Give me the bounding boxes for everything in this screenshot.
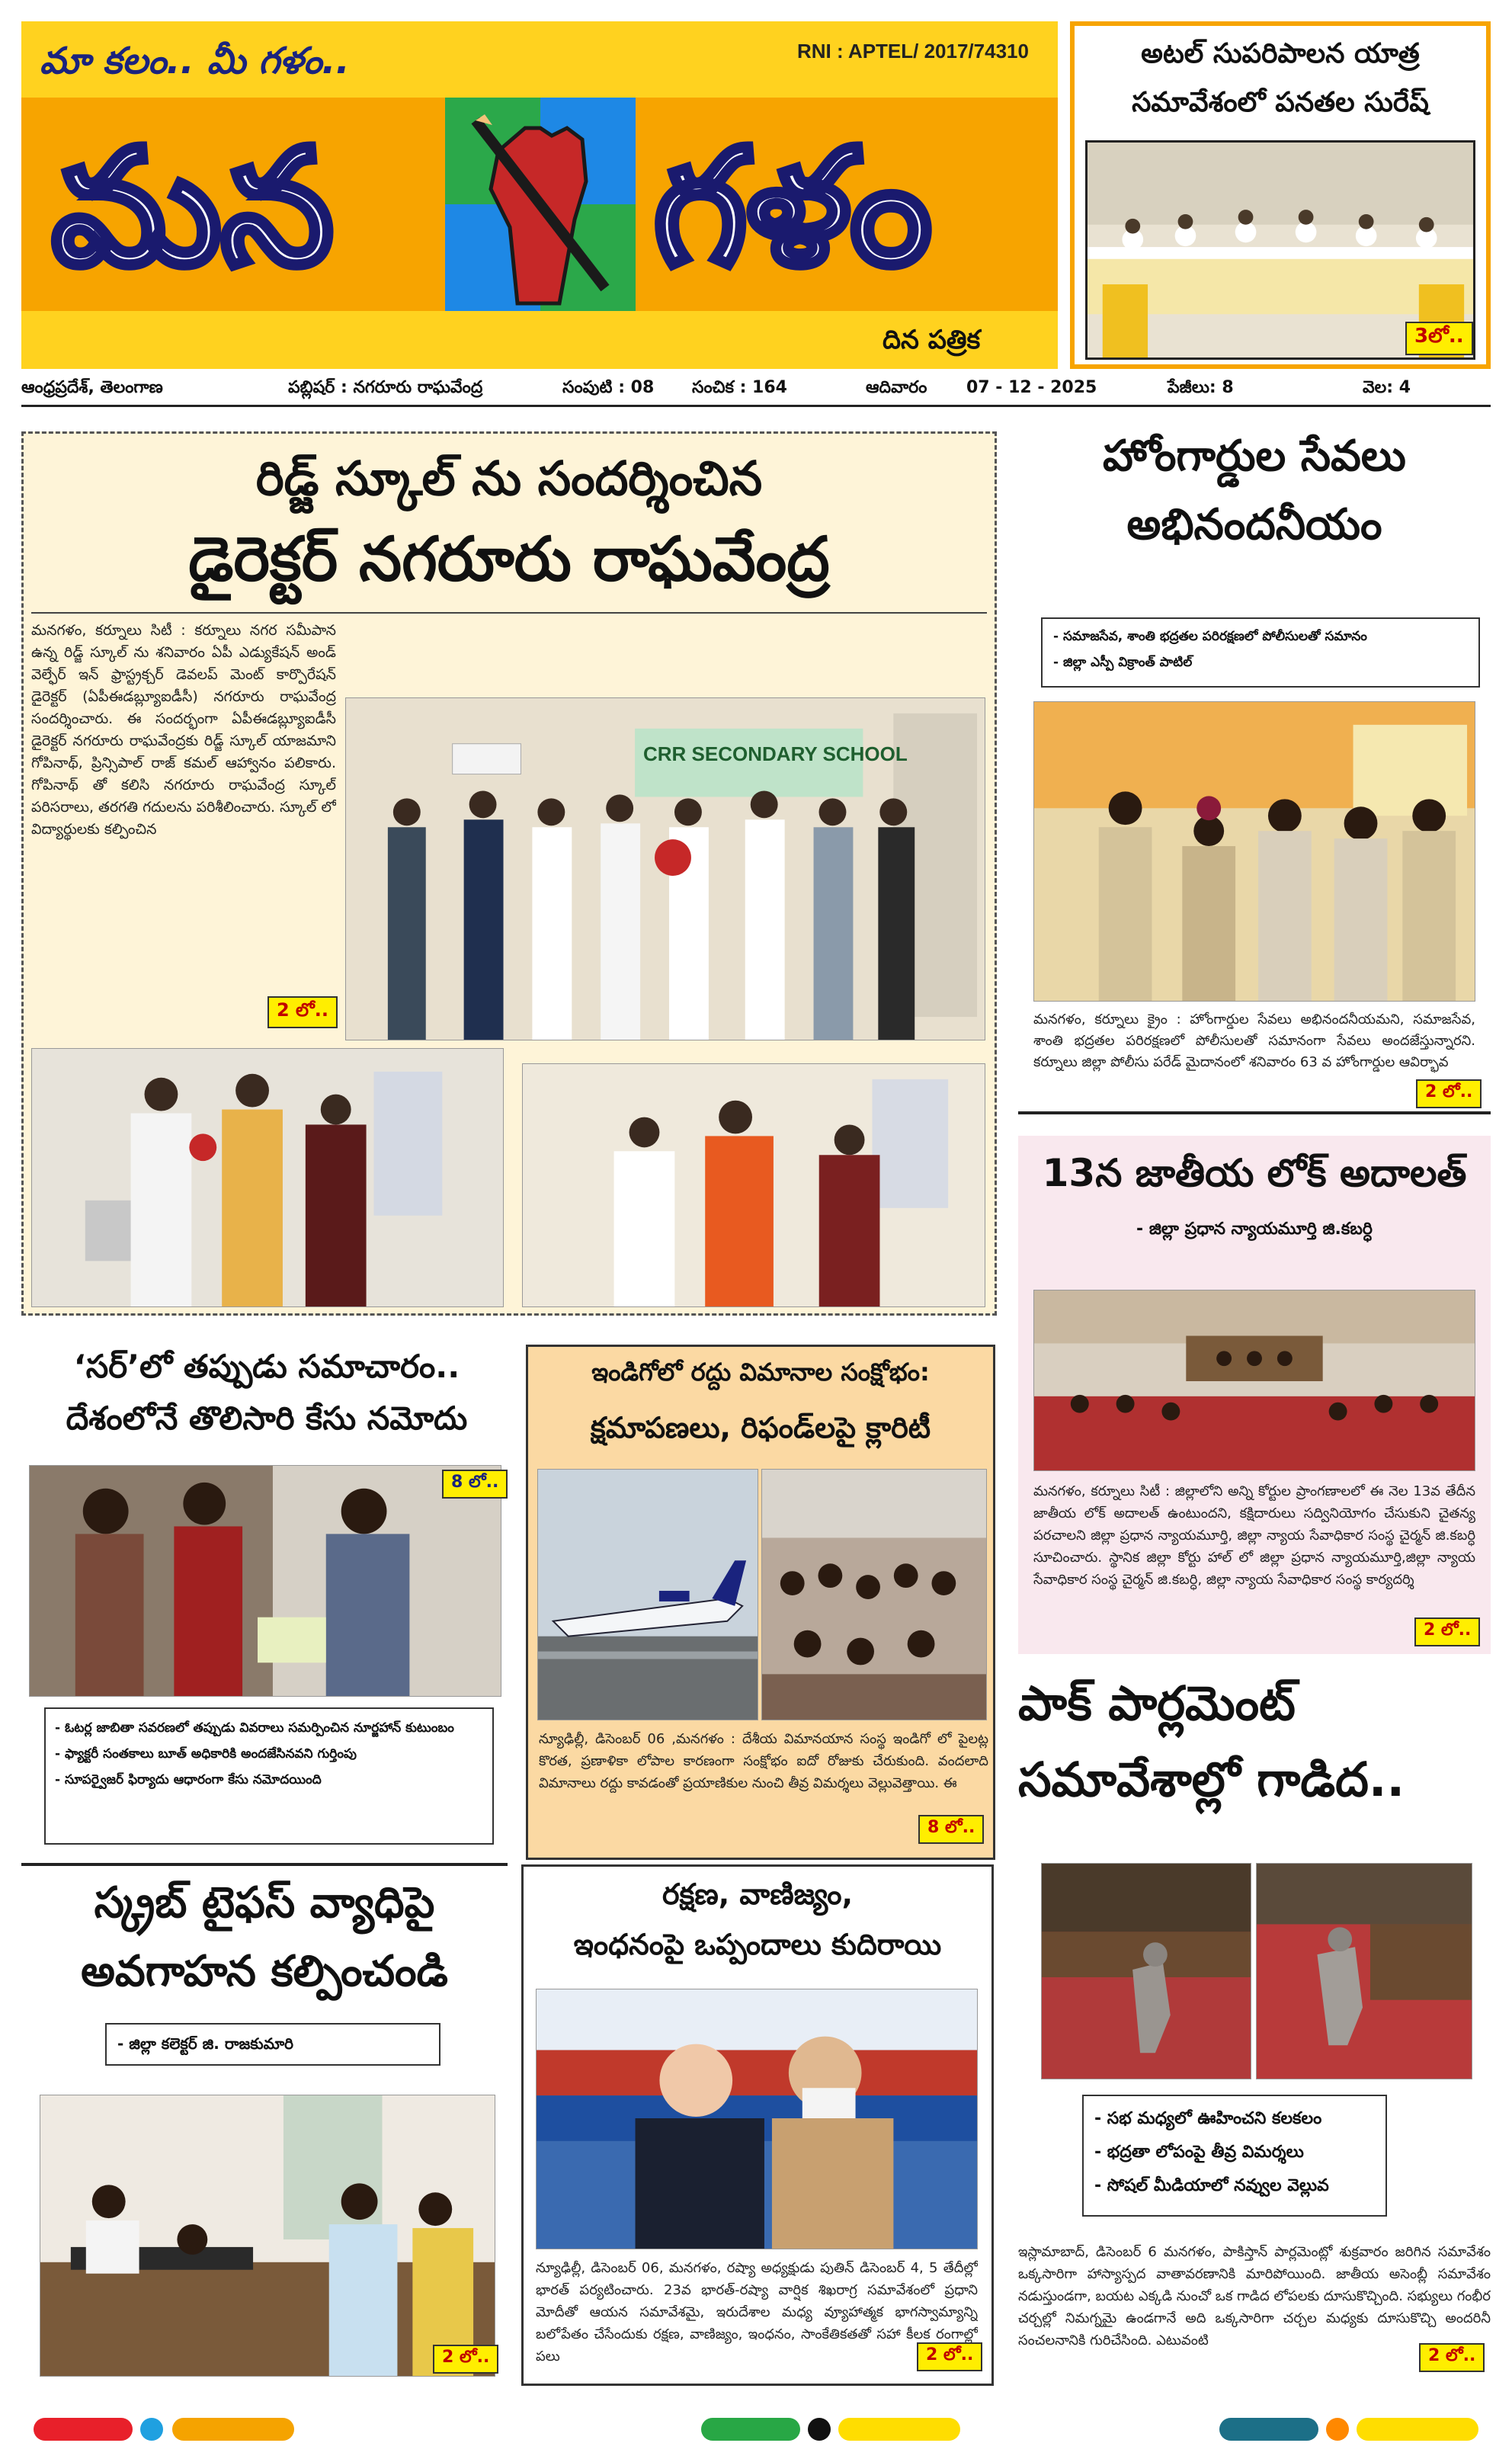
defence-story <box>521 1864 994 2386</box>
defence-headline-1: రక్షణ, వాణిజ్యం, <box>662 1877 854 1911</box>
sir-headline-1: ‘సర్’లో తప్పుడు సమాచారం.. <box>73 1348 460 1385</box>
scrub-headline-2: అవగాహన కల్పించండి <box>81 1947 448 1996</box>
home-guards-story <box>1018 431 1491 1117</box>
lok-adalat-story <box>1018 1136 1491 1654</box>
lead-photo-right <box>522 1063 985 1307</box>
footer-pill-red <box>34 2418 133 2441</box>
info-states: ఆంధ్రప్రదేశ్, తెలంగాణ <box>21 378 163 397</box>
lead-story <box>21 431 997 1316</box>
sir-bullet-3: - సూపర్వైజర్ ఫిర్యాదు ఆధారంగా కేసు నమోదయింది <box>55 1767 483 1793</box>
home-guards-headline-2: అభినందనీయం <box>1126 500 1382 550</box>
indigo-headline-1: ఇండిగోలో రద్దు విమానాల సంక్షోభం: <box>591 1358 930 1387</box>
pak-photo-right <box>1256 1863 1472 2079</box>
pak-body: ఇస్లామాబాద్, డిసెంబర్ 6 మనగళం, పాకిస్తాన్ పార్లమెంట్లో శుక్రవారం జరిగిన సమావేశం ఒక్కసారిగా హాస్యాస్పద వాతావరణానికి మారిపోయింది. జాతీయ అసెంబ్లీ సమావేశం నడుస్తుండగా, బయట ఎక్కడి నుంచో ఒక గాడిద లోపలకు దూసుకొచ్చింది. సభ్యులు గంభీర చర్చల్లో నిమగ్నమై ఉండగానే అది ఒక్కసారిగా చర్చల మధ్యకు దూసుకొచ్చి అందరినీ సంచలనానికి గురిచేసింది. ఎటువంటి <box>1018 2244 1491 2348</box>
info-date: 07 - 12 - 2025 <box>966 378 1097 397</box>
home-guards-page-ref[interactable]: 2 లో.. <box>1416 1079 1482 1108</box>
masthead-subtitle: దిన పత్రిక <box>883 325 981 355</box>
scrub-photo <box>40 2095 495 2377</box>
footer-pill-yellow <box>838 2418 960 2441</box>
pak-photo-left <box>1041 1863 1251 2079</box>
lok-adalat-body: మనగళం, కర్నూలు సిటీ : జిల్లాలోని అన్ని కోర్టుల ప్రాంగణాలలో ఈ నెల 13వ తేదీన జాతీయ లోక్ అదాలత్ ఉంటుందని, కక్షిదారులు సద్వినియోగం చేసుకుని చైతన్య పరచాలని జిల్లా ప్రధాన న్యాయమూర్తి, జిల్లా న్యాయ సేవాధికార సంస్థ చైర్మన్ జి.కబర్ధి సూచించారు. స్థానిక జిల్లా కోర్టు హాల్ లో జిల్లా ప్రధాన న్యాయమూర్తి,జిల్లా న్యాయ సేవాధికార సంస్థ చైర్మన్ జి.కబర్ధి, జిల్లా న్యాయ సేవాధికార సంస్థ కార్యదర్శి <box>1033 1483 1475 1588</box>
pak-bullet-3: - సోషల్ మీడియాలో నవ్వుల వెల్లువ <box>1094 2169 1375 2203</box>
info-issue: సంచిక : 164 <box>692 378 787 397</box>
masthead <box>21 21 1058 369</box>
lead-headline-2: డైరెక్టర్ నగరూరు రాఘవేంద్ర <box>188 524 830 595</box>
lok-adalat-page-ref[interactable]: 2 లో.. <box>1414 1617 1480 1646</box>
scrub-byline-text: - జిల్లా కలెక్టర్ జి. రాజకుమారి <box>117 2031 428 2057</box>
lok-adalat-byline <box>1018 1220 1491 1242</box>
sir-bullet-1: - ఓటర్ల జాబితా సవరణలో తప్పుడు వివరాలు సమర్పించిన నూర్జహాన్ కుటుంబం <box>55 1715 483 1741</box>
info-volume: సంపుటి : 08 <box>562 378 655 397</box>
footer-pill-green <box>701 2418 800 2441</box>
top-right-news-box <box>1070 21 1491 369</box>
indigo-headline-2: క్షమాపణలు, రిఫండ్‌లపై క్లారిటీ <box>590 1411 931 1444</box>
lead-group-photo <box>345 697 985 1040</box>
pak-page-ref[interactable]: 2 లో.. <box>1419 2343 1485 2372</box>
info-pages: పేజీలు: 8 <box>1168 378 1234 397</box>
pak-bullet-1: - సభ మధ్యలో ఊహించని కలకలం <box>1094 2102 1375 2136</box>
scrub-story <box>21 1863 508 2389</box>
pak-story <box>1018 1675 1491 2384</box>
footer-dot-blue <box>140 2418 163 2441</box>
home-guards-headline-1: హోంగార్డుల సేవలు <box>1103 431 1406 481</box>
info-bar <box>21 375 1491 407</box>
pak-headline-1: పాక్ పార్లమెంట్ <box>1018 1675 1296 1731</box>
top-right-page-ref[interactable]: 3లో.. <box>1405 322 1473 355</box>
top-right-headline-1: అటల్ సుపరిపాలన యాత్ర <box>1141 38 1420 69</box>
top-right-headline-2: సమావేశంలో పనతల సురేష్ <box>1132 87 1429 118</box>
lok-adalat-byline-text: జిల్లా ప్రధాన న్యాయమూర్తి జి.కబర్ధి <box>1148 1220 1373 1239</box>
home-guards-photo <box>1033 701 1475 1002</box>
home-guards-bullet-2: - జిల్లా ఎస్పీ విక్రాంత్ పాటిల్ <box>1053 649 1468 675</box>
sir-page-ref[interactable]: 8 లో.. <box>442 1470 508 1499</box>
footer-pill-orange <box>172 2418 294 2441</box>
lead-headline-1: రిడ్జ్ స్కూల్ ను సందర్శించిన <box>255 450 763 506</box>
pak-bullet-2: - భద్రతా లోపంపై తీవ్ర విమర్శలు <box>1094 2136 1375 2169</box>
indigo-page-ref[interactable]: 8 లో.. <box>918 1815 984 1844</box>
sir-story <box>21 1343 512 1861</box>
scrub-page-ref[interactable]: 2 లో.. <box>433 2345 498 2374</box>
sir-bullets <box>44 1707 494 1845</box>
indigo-plane-photo <box>537 1469 758 1720</box>
footer-dot-black <box>808 2418 831 2441</box>
info-day: ఆదివారం <box>866 378 927 397</box>
rni-number: RNI : APTEL/ 2017/74310 <box>797 40 1029 63</box>
pak-headline-2: సమావేశాల్లో గాడిద.. <box>1018 1752 1405 1807</box>
masthead-title-left: మన <box>52 114 334 301</box>
byline-dash: - <box>1136 1220 1149 1239</box>
home-guards-rule <box>1018 1111 1491 1114</box>
indigo-crowd-photo <box>761 1469 987 1720</box>
putin-modi-photo <box>536 1989 978 2249</box>
lead-page-ref[interactable]: 2 లో.. <box>267 996 338 1028</box>
scrub-byline <box>105 2023 440 2066</box>
sir-photo <box>29 1465 501 1697</box>
footer-decor <box>0 2413 1512 2444</box>
info-publisher: పబ్లిషర్ : నగరూరు రాఘవేంద్ర <box>288 378 483 397</box>
sir-headline-2: దేశంలోనే తొలిసారి కేసు నమోదు <box>66 1399 468 1437</box>
defence-page-ref[interactable]: 2 లో.. <box>917 2342 982 2371</box>
home-guards-bullets <box>1041 617 1480 688</box>
info-price: వెల: 4 <box>1363 378 1411 397</box>
masthead-tagline: మా కలం.. మీ గళం.. <box>40 40 350 82</box>
school-sign: CRR SECONDARY SCHOOL <box>643 742 908 765</box>
masthead-title-right: గళం <box>654 114 932 301</box>
indigo-story <box>526 1345 995 1860</box>
defence-headline-2: ఇంధనంపై ఒప్పందాలు కుదిరాయి <box>573 1928 942 1961</box>
footer-dot-orange <box>1326 2418 1349 2441</box>
pak-bullets <box>1082 2095 1387 2217</box>
footer-pill-yellow-2 <box>1357 2418 1478 2441</box>
lead-divider <box>31 612 987 614</box>
indigo-body: న్యూఢిల్లీ, డిసెంబర్ 06 ,మనగళం : దేశీయ విమానయాన సంస్థ ఇండిగో లో పైలట్ల కొరత, ప్రణాళికా లోపాల కారణంగా సంక్షోభం ఐదో రోజుకు చేరుకుంది. వందలాది విమానాలు రద్దు కావడంతో ప్రయాణికుల నుంచి తీవ్ర విమర్శలు వెల్లువెత్తాయి. ఈ <box>539 1731 988 1791</box>
lok-adalat-photo <box>1033 1290 1475 1471</box>
sir-bullet-2: - ఫ్యాక్టరీ సంతకాలు బూత్ అధికారికి అందజేసినవని గుర్తింపు <box>55 1741 483 1767</box>
home-guards-bullet-1: - సమాజసేవ, శాంతి భద్రతల పరిరక్షణలో పోలీసులతో సమానం <box>1053 624 1468 649</box>
footer-pill-teal <box>1219 2418 1318 2441</box>
fist-pencil-logo <box>445 98 636 311</box>
lead-photo-left <box>31 1048 504 1307</box>
lok-adalat-headline: 13న జాతీయ లోక్ అదాలత్ <box>1042 1151 1467 1195</box>
home-guards-body: మనగళం, కర్నూలు క్రైం : హోంగార్డుల సేవలు అభినందనీయమని, సమాజసేవ, శాంతి భద్రతల పరిరక్షణలో పోలీసులతో సమానంగా సేవలు అందజేస్తున్నారని. కర్నూలు జిల్లా పోలీసు పరేడ్ మైదానంలో శనివారం 63 వ హోంగార్డుల ఆవిర్భావ <box>1033 1011 1475 1070</box>
scrub-headline-1: స్క్రబ్ టైఫస్ వ్యాధిపై <box>94 1878 435 1928</box>
lead-body: మనగళం, కర్నూలు సిటీ : కర్నూలు నగర సమీపాన ఉన్న రిడ్జ్ స్కూల్ ను శనివారం ఏపీ ఎడ్యుకేషన్ అండ్ వెల్ఫేర్ ఇన్ ఫ్రాస్ట్రక్చర్ డెవలప్ మెంట్ కార్పొరేషన్ డైరెక్టర్ (ఏపీఈడబ్ల్యూఐడీసీ) నగరూరు రాఘవేంద్ర సందర్శించారు. ఈ సందర్భంగా ఏపీఈడబ్ల్యూఐడీసీ డైరెక్టర్ నగరూరు రాఘవేంద్రకు రిడ్జ్ స్కూల్ యాజమాని గోపినాథ్, ప్రిన్సిపాల్ రాజ్ కమల్ ఆహ్వానం పలికారు. గోపినాథ్ తో కలిసి నగరూరు రాఘవేంద్ర స్కూల్ పరిసరాలు, తరగతి గదులను పరిశీలించారు. స్కూల్ లో విద్యార్థులకు కల్పించిన <box>31 622 336 838</box>
defence-body: న్యూఢిల్లీ, డిసెంబర్ 06, మనగళం, రష్యా అధ్యక్షుడు పుతిన్ డిసెంబర్ 4, 5 తేదీల్లో భారత్ పర్యటించారు. 23వ భారత్-రష్యా వార్షిక శిఖరాగ్ర సమావేశంలో ప్రధాని మోదీతో ఆయన సమావేశమై, ఇరుదేశాల మధ్య వ్యూహాత్మక భాగస్వామ్యాన్ని బలోపేతం చేసేందుకు రక్షణ, వాణిజ్యం, ఇంధనం, సాంకేతికతతో సహా కీలక రంగాల్లో పలు <box>536 2260 978 2364</box>
scrub-top-rule <box>21 1863 508 1866</box>
